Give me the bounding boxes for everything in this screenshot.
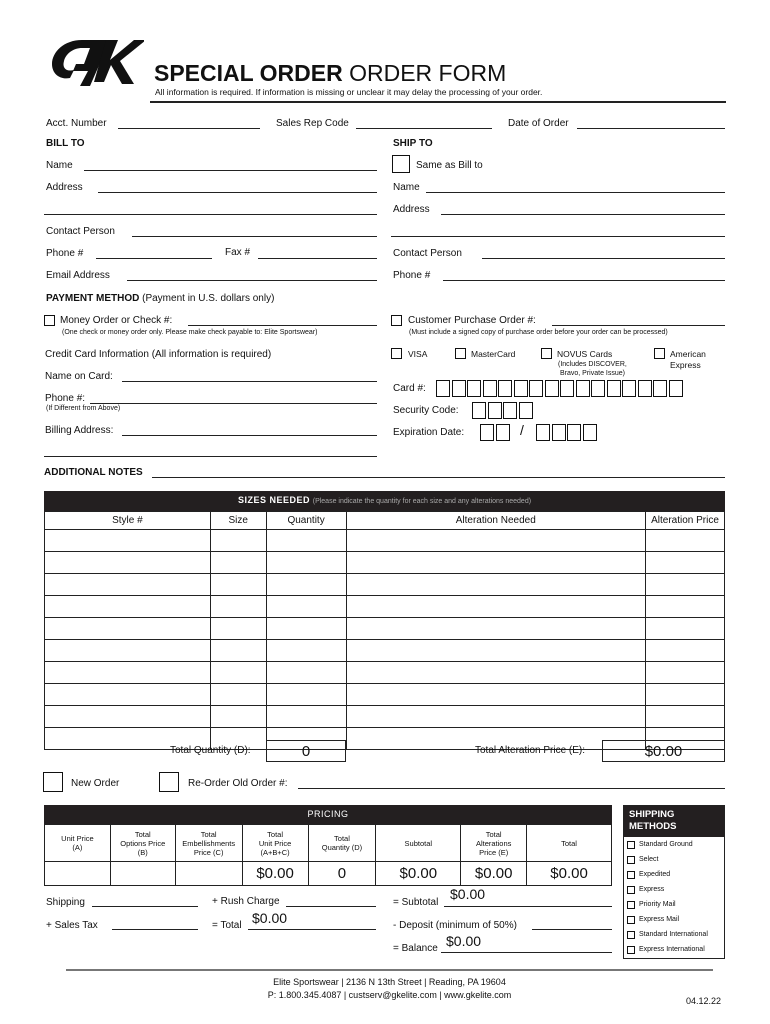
shipping-option-checkbox[interactable] [627,931,635,939]
size-cell[interactable] [210,596,266,618]
page-subtitle: All information is required. If information is missing or unclear it may delay the processing of your order. [155,87,543,97]
size-cell[interactable] [646,596,725,618]
security-code-label: Security Code: [393,405,459,416]
ship-to-heading: SHIP TO [393,138,433,149]
cc-phone-field[interactable] [90,403,377,404]
shipping-option[interactable] [627,944,723,959]
date-field[interactable] [577,128,725,129]
bill-address-label: Address [46,182,83,193]
shipping-option-checkbox[interactable] [627,886,635,894]
name-on-card-label: Name on Card: [45,371,113,382]
col-alteration: Alteration Needed [346,512,645,530]
footer-address: Elite Sportswear | 2136 N 13th Street | Reading, PA 19604 [273,977,506,987]
shipping-option-checkbox[interactable] [627,841,635,849]
shipping-option-label: Express International [639,946,705,953]
card-digit-box[interactable] [653,380,667,397]
pricing-value-cell[interactable]: $0.00 [461,862,527,886]
shipping-option-checkbox[interactable] [627,901,635,909]
new-order-label: New Order [71,778,120,789]
bill-email-label: Email Address [46,270,110,281]
po-field[interactable] [552,325,725,326]
shipping-option[interactable] [627,899,723,914]
page-title: SPECIAL ORDER ORDER FORM [154,60,507,86]
exp-month-digit-box[interactable] [496,424,510,441]
ship-address-field[interactable] [441,214,725,215]
security-digit-box[interactable] [472,402,486,419]
size-row [45,684,725,706]
shipping-option-checkbox[interactable] [627,871,635,879]
size-cell[interactable] [266,662,346,684]
card-digit-box[interactable] [467,380,481,397]
size-cell[interactable] [646,574,725,596]
footer-contact: P: 1.800.345.4087 | custserv@gkelite.com | www.gkelite.com [267,990,512,1000]
balance-label: = Balance [393,943,438,954]
size-cell[interactable] [646,618,725,640]
size-cell[interactable] [646,530,725,552]
visa-label: VISA [408,349,428,359]
shipping-option-label: Express [639,886,665,893]
pricing-heading-bar: PRICING [44,805,612,824]
ship-contact-label: Contact Person [393,248,462,259]
pricing-value-cell[interactable] [110,862,175,886]
shipping-option-label: Expedited [639,871,671,878]
size-row [45,552,725,574]
shipping-option-checkbox[interactable] [627,946,635,954]
reorder-field[interactable] [298,788,725,789]
size-cell[interactable] [646,662,725,684]
pricing-col-header-line: (A) [72,843,83,852]
card-digit-box[interactable] [638,380,652,397]
pricing-col-header-line: Embellishments [182,838,236,848]
total-qty-box[interactable] [266,740,346,762]
size-cell[interactable] [210,530,266,552]
subtotal-label: = Subtotal [393,897,439,908]
size-cell[interactable] [45,596,211,618]
size-cell[interactable] [45,640,211,662]
size-cell[interactable] [346,684,645,706]
size-cell[interactable] [210,640,266,662]
card-digit-box[interactable] [436,380,450,397]
bill-name-label: Name [46,160,73,171]
shipping-methods-box [623,805,725,959]
bill-phone-label: Phone # [46,248,84,259]
size-cell[interactable] [266,530,346,552]
size-cell[interactable] [346,596,645,618]
pricing-col-header [175,825,242,862]
mastercard-checkbox[interactable] [455,348,466,359]
size-cell[interactable] [266,684,346,706]
pricing-col-header [308,825,376,862]
pricing-value-cell[interactable]: $0.00 [376,862,461,886]
exp-year-digit-box[interactable] [567,424,581,441]
pricing-value-cell[interactable]: 0 [308,862,376,886]
card-digit-box[interactable] [591,380,605,397]
cc-phone-note: (If Different from Above) [46,405,121,412]
size-cell[interactable] [266,552,346,574]
shipping-methods-heading: SHIPPING METHODS [624,806,724,837]
money-order-checkbox[interactable] [44,315,55,326]
pricing-col-header-line: Total [561,838,577,848]
header-divider [150,101,726,103]
subtotal-field[interactable] [444,906,612,907]
size-row [45,662,725,684]
bill-address-field[interactable] [98,192,377,193]
sizes-table [44,511,725,750]
size-row [45,530,725,552]
billing-address-label: Billing Address: [45,425,114,436]
payment-heading: PAYMENT METHOD (Payment in U.S. dollars only) [46,293,275,304]
card-digit-box[interactable] [545,380,559,397]
col-quantity: Quantity [266,512,346,530]
bill-fax-field[interactable] [258,258,377,259]
size-row [45,618,725,640]
size-cell[interactable] [346,640,645,662]
deposit-field[interactable] [532,929,612,930]
pricing-col-header-line: (A+B+C) [260,847,290,857]
security-digit-box[interactable] [488,402,502,419]
card-number-label: Card #: [393,383,426,394]
total-label: = Total [212,920,242,931]
ship-name-field[interactable] [426,192,725,193]
size-cell[interactable] [210,552,266,574]
card-digit-box[interactable] [483,380,497,397]
shipping-option-label: Priority Mail [639,901,676,908]
size-cell[interactable] [210,684,266,706]
card-digit-box[interactable] [560,380,574,397]
novus-note-2: Bravo, Private Issue) [560,370,625,377]
pricing-col-header [461,825,527,862]
pricing-col-header-line: Total [485,829,502,839]
pricing-value-cell[interactable]: $0.00 [242,862,308,886]
card-digit-box[interactable] [669,380,683,397]
size-cell[interactable] [346,574,645,596]
pricing-col-header-line: (B) [137,847,148,857]
card-digit-box[interactable] [576,380,590,397]
pricing-col-header [242,825,308,862]
shipping-field[interactable] [92,906,198,907]
size-row [45,706,725,728]
shipping-option-label: Standard International [639,931,708,938]
shipping-option[interactable] [627,914,723,929]
novus-label: NOVUS Cards [557,349,613,359]
size-cell[interactable] [646,684,725,706]
acct-label: Acct. Number [46,118,107,129]
po-checkbox[interactable] [391,315,402,326]
size-cell[interactable] [45,662,211,684]
acct-field[interactable] [118,128,260,129]
visa-checkbox[interactable] [391,348,402,359]
size-cell[interactable] [210,574,266,596]
total-value: $0.00 [252,910,288,926]
pricing-col-header-line: Total [134,829,151,839]
size-row [45,640,725,662]
shipping-option-checkbox[interactable] [627,856,635,864]
amex-label-1: American [670,349,706,359]
expiration-label: Expiration Date: [393,427,465,438]
amex-label-2: Express [670,360,701,370]
card-digit-box[interactable] [607,380,621,397]
same-as-bill-checkbox[interactable] [392,155,410,173]
total-alt-value: $0.00 [644,743,683,760]
sales-tax-field[interactable] [112,929,198,930]
cc-info-label: Credit Card Information (All information is required) [45,349,272,360]
pricing-col-header [376,825,461,862]
size-cell[interactable] [210,706,266,728]
card-digit-box[interactable] [622,380,636,397]
subtotal-value: $0.00 [450,886,486,902]
size-cell[interactable] [266,618,346,640]
mastercard-label: MasterCard [471,349,516,359]
bill-contact-label: Contact Person [46,226,115,237]
pricing-table [44,824,612,886]
sizes-heading-bar: SIZES NEEDED (Please indicate the quantity for each size and any alterations needed) [44,491,725,511]
pricing-col-header-line: Unit Price [61,834,94,843]
novus-checkbox[interactable] [541,348,552,359]
size-cell[interactable] [45,684,211,706]
bill-fax-label: Fax # [225,247,251,258]
same-as-bill-label: Same as Bill to [416,160,483,171]
size-cell[interactable] [646,640,725,662]
billing-address-field-2[interactable] [44,456,377,457]
size-cell[interactable] [266,640,346,662]
rush-label: + Rush Charge [212,896,280,907]
card-digit-box[interactable] [514,380,528,397]
pricing-col-header-line: Options Price [120,838,166,848]
shipping-option-label: Express Mail [639,916,680,923]
total-alt-label: Total Alteration Price (E): [475,745,586,756]
size-cell[interactable] [266,596,346,618]
security-digit-box[interactable] [519,402,533,419]
card-digit-box[interactable] [452,380,466,397]
amex-checkbox[interactable] [654,348,665,359]
size-cell[interactable] [45,706,211,728]
exp-year-digit-box[interactable] [583,424,597,441]
rep-label: Sales Rep Code [276,118,349,129]
ship-address-field-2[interactable] [391,236,725,237]
notes-field[interactable] [152,477,725,478]
size-cell[interactable] [45,552,211,574]
rep-field[interactable] [356,128,492,129]
form-version: 04.12.22 [686,996,722,1006]
shipping-option-checkbox[interactable] [627,916,635,924]
po-note: (Must include a signed copy of purchase order before your order can be processed) [409,329,668,336]
size-cell[interactable] [346,530,645,552]
reorder-label: Re-Order Old Order #: [188,778,288,789]
bill-phone-field[interactable] [96,258,212,259]
shipping-option-label: Standard Ground [639,841,693,848]
shipping-option[interactable] [627,869,723,884]
bill-contact-field[interactable] [132,236,377,237]
date-label: Date of Order [508,118,569,129]
new-order-checkbox[interactable] [43,772,63,792]
size-cell[interactable] [346,662,645,684]
rush-field[interactable] [286,906,376,907]
deposit-label: - Deposit (minimum of 50%) [393,920,517,931]
pricing-value-cell[interactable] [175,862,242,886]
card-digit-box[interactable] [529,380,543,397]
shipping-option[interactable] [627,839,723,854]
shipping-option-label: Select [639,856,659,863]
exp-year-digit-box[interactable] [536,424,550,441]
pricing-col-header [110,825,175,862]
ship-address-label: Address [393,204,430,215]
security-digit-box[interactable] [503,402,517,419]
size-cell[interactable] [646,706,725,728]
ship-contact-field[interactable] [482,258,725,259]
pricing-col-header [527,825,612,862]
size-cell[interactable] [346,552,645,574]
expiration-separator: / [520,422,524,438]
footer-divider [66,969,713,971]
pricing-col-header-line: Alterations [475,838,512,848]
cc-phone-label: Phone #: [45,393,86,404]
size-row [45,596,725,618]
size-cell[interactable] [45,574,211,596]
pricing-col-header [45,825,111,862]
shipping-option[interactable] [627,929,723,944]
size-cell[interactable] [210,618,266,640]
ship-phone-label: Phone # [393,270,431,281]
size-cell[interactable] [346,618,645,640]
total-alt-box[interactable] [602,740,725,762]
money-order-field[interactable] [188,325,377,326]
size-cell[interactable] [266,706,346,728]
sales-tax-label: + Sales Tax [46,920,98,931]
reorder-checkbox[interactable] [159,772,179,792]
balance-field[interactable] [441,952,612,953]
pricing-value-cell[interactable]: $0.00 [527,862,612,886]
size-cell[interactable] [45,618,211,640]
exp-year-digit-box[interactable] [552,424,566,441]
bill-name-field[interactable] [84,170,377,171]
card-digit-box[interactable] [498,380,512,397]
gk-logo [44,34,144,90]
col-alteration-price: Alteration Price [646,512,725,530]
size-cell[interactable] [45,530,211,552]
balance-value: $0.00 [446,933,482,949]
size-cell[interactable] [266,574,346,596]
shipping-option[interactable] [627,884,723,899]
pricing-col-header-line: Price (C) [193,847,224,857]
col-style: Style # [45,512,211,530]
po-label: Customer Purchase Order #: [408,315,536,326]
size-row [45,574,725,596]
col-size: Size [210,512,266,530]
exp-month-digit-box[interactable] [480,424,494,441]
ship-phone-field[interactable] [443,280,725,281]
size-cell[interactable] [210,662,266,684]
notes-heading: ADDITIONAL NOTES [44,467,143,478]
pricing-col-header-line: Quantity (D) [321,843,363,852]
total-qty-value: 0 [301,743,311,760]
pricing-value-cell[interactable] [45,862,111,886]
money-order-note: (One check or money order only. Please make check payable to: Elite Sportswear) [62,329,318,336]
pricing-col-header-line: Total [200,829,217,839]
name-on-card-field[interactable] [122,381,377,382]
size-cell[interactable] [346,706,645,728]
size-cell[interactable] [646,552,725,574]
shipping-options-list [627,839,723,959]
billing-address-field[interactable] [122,435,377,436]
bill-address-field-2[interactable] [44,214,377,215]
pricing-col-header-line: Total [334,834,350,843]
bill-email-field[interactable] [127,280,377,281]
pricing-col-header-line: Unit Price [258,838,292,848]
pricing-col-header-line: Price (E) [479,847,509,857]
bill-to-heading: BILL TO [46,138,85,149]
money-order-label: Money Order or Check #: [60,315,173,326]
total-field[interactable] [248,929,376,930]
shipping-option[interactable] [627,854,723,869]
pricing-col-header-line: Subtotal [404,838,433,848]
ship-name-label: Name [393,182,420,193]
shipping-label: Shipping [46,897,85,908]
novus-note-1: (Includes DISCOVER, [558,361,627,368]
pricing-col-header-line: Total [267,829,283,839]
total-qty-label: Total Quantity (D): [170,745,251,756]
